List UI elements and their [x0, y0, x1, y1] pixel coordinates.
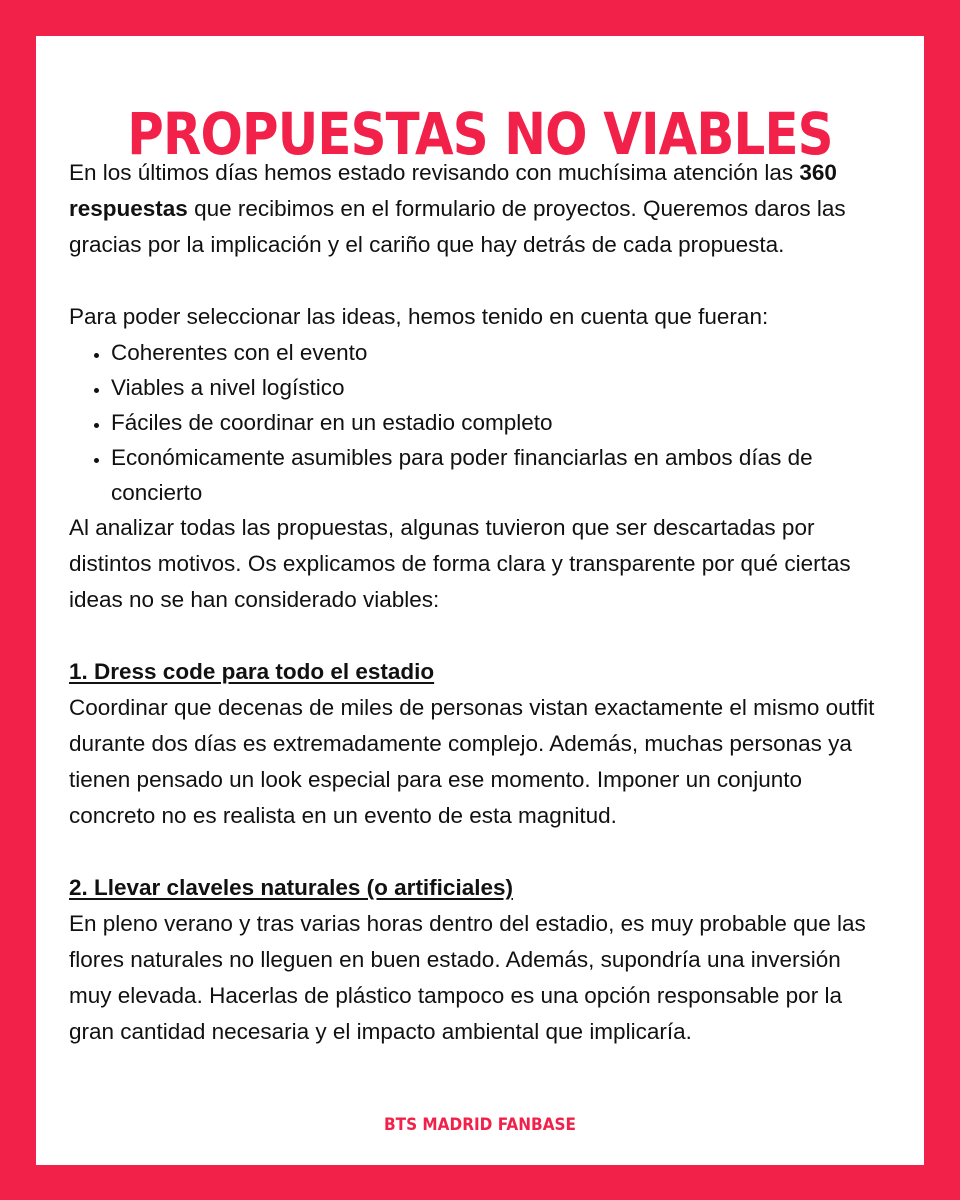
spacer: [69, 263, 889, 299]
criteria-item: • Viables a nivel logístico: [111, 370, 889, 405]
criteria-list: [69, 335, 889, 510]
section-heading: 1. Dress code para todo el estadio: [69, 659, 435, 684]
footer-brand: BTS MADRID FANBASE: [383, 1115, 577, 1135]
criteria-item: • Fáciles de coordinar en un estadio completo: [111, 405, 889, 440]
criteria-intro: Para poder seleccionar las ideas, hemos tenido en cuenta que fueran:: [69, 304, 769, 329]
section-body: Coordinar que decenas de miles de personas vistan exactamente el mismo outfit durante dos días es extremadamente complejo. Además, muchas personas ya tienen pensado un look especial para ese momento. Imponer un conjunto concreto no es realista en un evento de esta magnitud.: [69, 695, 875, 828]
section-heading: 2. Llevar claveles naturales (o artificiales): [69, 875, 513, 900]
intro-paragraph: [69, 155, 889, 263]
spacer: [69, 834, 889, 870]
content-card: [36, 36, 924, 1165]
intro-text-before: En los últimos días hemos estado revisando con muchísima atención las: [69, 160, 800, 185]
article-body: [69, 155, 889, 1050]
criteria-item: • Económicamente asumibles para poder financiarlas en ambos días de concierto: [111, 440, 889, 510]
analysis-paragraph: Al analizar todas las propuestas, algunas tuvieron que ser descartadas por distintos motivos. Os explicamos de forma clara y transparente por qué ciertas ideas no se han considerado viables:: [69, 515, 851, 612]
spacer: [69, 618, 889, 654]
page-title: PROPUESTAS NO VIABLES: [127, 100, 833, 168]
intro-highlight: 360 respuestas: [69, 160, 837, 221]
criteria-item: • Coherentes con el evento: [111, 335, 889, 370]
section-body: En pleno verano y tras varias horas dentro del estadio, es muy probable que las flores naturales no lleguen en buen estado. Además, supondría una inversión muy elevada. Hacerlas de plástico tampoco es una opción responsable por la gran cantidad necesaria y el impacto ambiental que implicaría.: [69, 911, 866, 1044]
intro-text-after: que recibimos en el formulario de proyectos. Queremos daros las gracias por la implicación y el cariño que hay detrás de cada propuesta.: [69, 196, 846, 257]
